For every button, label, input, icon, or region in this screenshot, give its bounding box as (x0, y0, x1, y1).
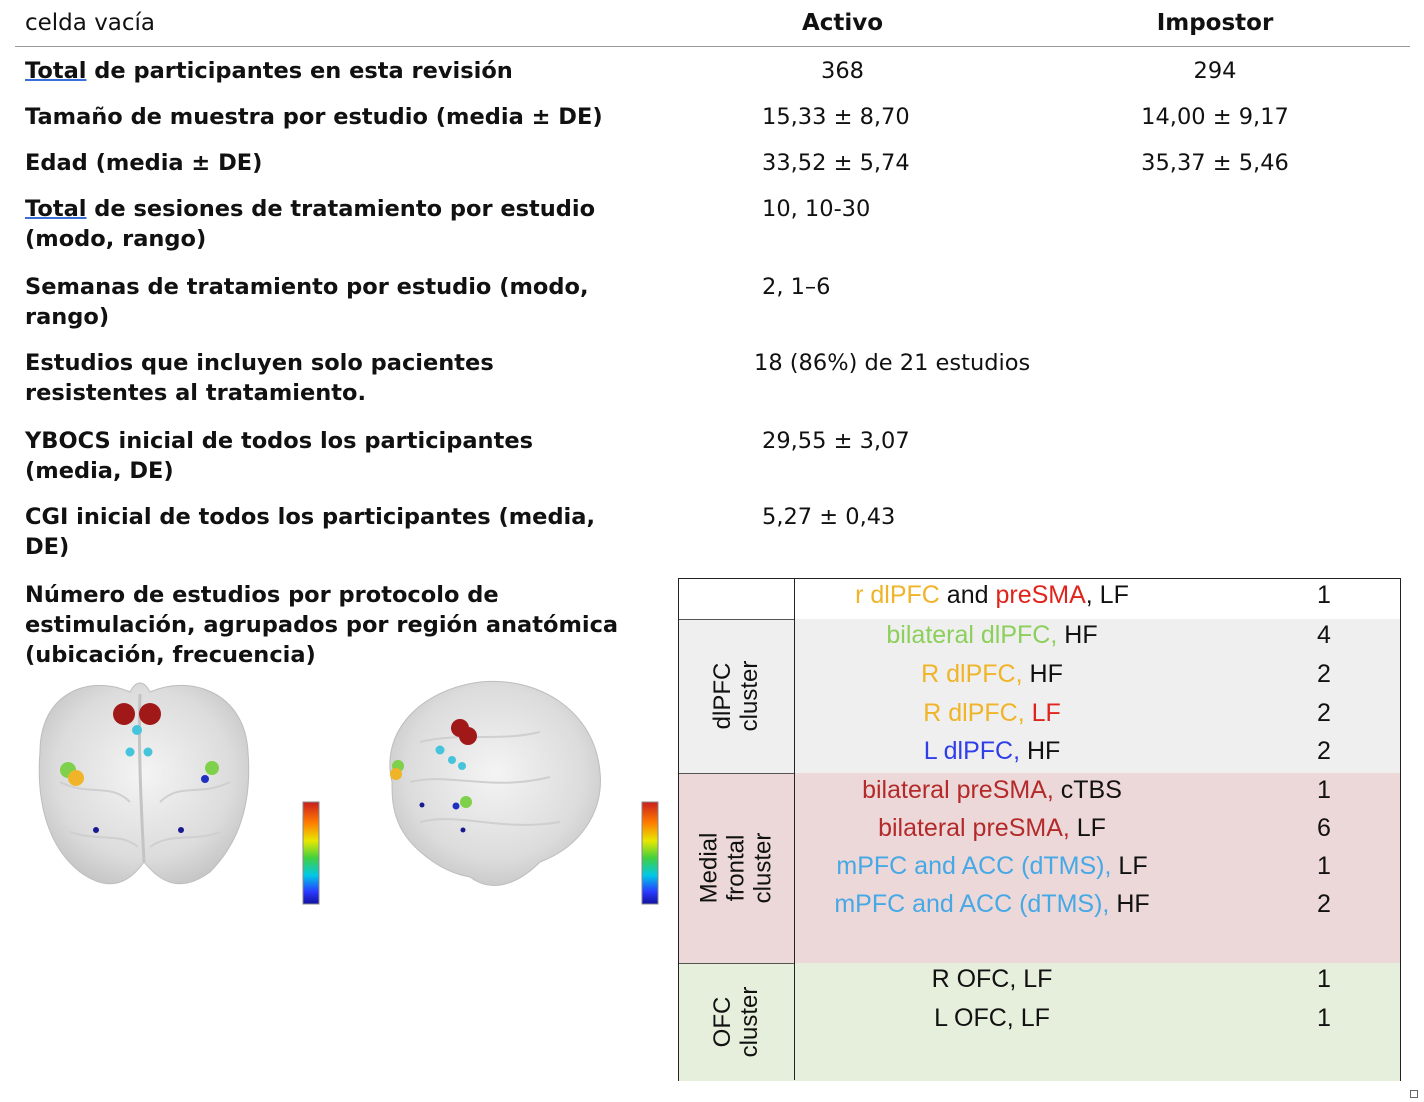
marker-mpfc-3 (144, 748, 153, 757)
group-label-dlpfc: dlPFC cluster (709, 660, 763, 732)
group-divider-2 (679, 773, 794, 774)
marker-ofc-left (93, 827, 99, 833)
marker-dlpfc-bilateral-right (205, 761, 219, 775)
marker-sagittal-mpfc-1 (436, 746, 445, 755)
row-label-resistant-studies: Estudios que incluyen solo pacientes resistentes al tratamiento. (25, 350, 494, 406)
protocol-row-bilateral-presma-lf: bilateral preSMA, LF (878, 814, 1106, 842)
row-active-total-sessions: 10, 10-30 (762, 196, 871, 222)
protocol-count-1: 4 (1317, 621, 1331, 649)
protocol-count-10: 1 (1317, 1004, 1331, 1032)
protocol-count-6: 6 (1317, 814, 1331, 842)
protocol-row-r-ofc-lf: R OFC, LF (931, 965, 1053, 993)
marker-sagittal-dlpfc-blue (453, 803, 460, 810)
group-label-medial: Medial frontal cluster (695, 832, 777, 904)
protocol-row-bilateral-dlpfc-hf: bilateral dlPFC, HF (886, 621, 1098, 649)
protocol-row-bilateral-presma-ctbs: bilateral preSMA, cTBS (862, 776, 1122, 804)
header-divider (15, 46, 1410, 47)
row-active-ybocs: 29,55 ± 3,07 (762, 428, 910, 454)
row-active-resistant-studies: 18 (86%) de 21 estudios (754, 350, 1031, 376)
row-label-weeks: Semanas de tratamiento por estudio (modo, rango) (25, 274, 589, 330)
marker-presma-right (139, 703, 161, 725)
marker-mpfc-1 (132, 725, 142, 735)
protocol-count-9: 1 (1317, 965, 1331, 993)
header-active: Activo (801, 10, 884, 36)
protocol-row-l-ofc-lf: L OFC, LF (934, 1004, 1050, 1032)
color-scale-2 (642, 802, 658, 904)
marker-sagittal-ofc-2 (461, 828, 466, 833)
total-underlined: Total (25, 58, 87, 84)
header-empty-cell: celda vacía (25, 10, 156, 36)
marker-dlpfc-left (201, 775, 209, 783)
brain-sagittal-view (390, 681, 601, 885)
protocol-row-r-dlpfc-presma-lf: r dlPFC and preSMA, LF (855, 581, 1129, 609)
protocol-row-mpfc-acc-lf: mPFC and ACC (dTMS), LF (836, 852, 1148, 880)
row-active-cgi: 5,27 ± 0,43 (762, 504, 896, 530)
row-active-weeks: 2, 1–6 (762, 274, 831, 300)
group-column-divider (794, 579, 795, 1080)
protocol-row-l-dlpfc-hf: L dlPFC, HF (923, 737, 1061, 765)
marker-ofc-right (178, 827, 184, 833)
row-impostor-sample-size: 14,00 ± 9,17 (1141, 104, 1289, 130)
protocol-count-5: 1 (1317, 776, 1331, 804)
row-active-total-participants: 368 (821, 58, 864, 84)
protocol-count-2: 2 (1317, 660, 1331, 688)
marker-sagittal-ofc-1 (420, 803, 425, 808)
marker-presma-left (113, 703, 135, 725)
color-scale-1 (303, 802, 319, 904)
row-impostor-age: 35,37 ± 5,46 (1141, 150, 1289, 176)
marker-sagittal-dlpfc-orange (390, 768, 402, 780)
marker-sagittal-mpfc-3 (458, 762, 466, 770)
row-label-sample-size: Tamaño de muestra por estudio (media ± DE) (25, 104, 603, 130)
protocol-count-3: 2 (1317, 699, 1331, 727)
protocol-row-r-dlpfc-hf: R dlPFC, HF (921, 660, 1063, 688)
row-active-sample-size: 15,33 ± 8,70 (762, 104, 910, 130)
brain-stimulation-figure (20, 672, 670, 912)
protocol-count-4: 2 (1317, 737, 1331, 765)
brain-coronal-view (39, 683, 248, 884)
row-label-total-sessions: Total de sesiones de tratamiento por estudio (modo, rango) (25, 196, 596, 252)
protocol-count-8: 2 (1317, 890, 1331, 918)
row-label-cgi: CGI inicial de todos los participantes (media, DE) (25, 504, 595, 560)
marker-sagittal-mpfc-2 (448, 756, 456, 764)
marker-sagittal-presma-2 (459, 727, 477, 745)
group-divider-1 (679, 619, 794, 620)
protocol-table (678, 578, 1401, 1081)
protocol-count-7: 1 (1317, 852, 1331, 880)
row-label-total-participants: Total de participantes en esta revisión (25, 58, 513, 84)
row-label-age: Edad (media ± DE) (25, 150, 263, 176)
protocol-count-0: 1 (1317, 581, 1331, 609)
header-impostor: Impostor (1156, 10, 1274, 36)
row-active-age: 33,52 ± 5,74 (762, 150, 910, 176)
group-label-ofc: OFC cluster (709, 986, 763, 1058)
protocol-row-r-dlpfc-lf: R dlPFC, LF (923, 699, 1061, 727)
row-label-protocol-count: Número de estudios por protocolo de estimulación, agrupados por región anatómica (ubicación, frecuencia) (25, 582, 619, 668)
marker-sagittal-dlpfc-green-2 (460, 796, 472, 808)
row-impostor-total-participants: 294 (1193, 58, 1237, 84)
row-label-ybocs: YBOCS inicial de todos los participantes (media, DE) (25, 428, 533, 484)
resize-handle[interactable] (1410, 1090, 1418, 1098)
marker-mpfc-2 (126, 748, 135, 757)
marker-dlpfc-right (68, 770, 84, 786)
protocol-row-mpfc-acc-hf: mPFC and ACC (dTMS), HF (834, 890, 1150, 918)
